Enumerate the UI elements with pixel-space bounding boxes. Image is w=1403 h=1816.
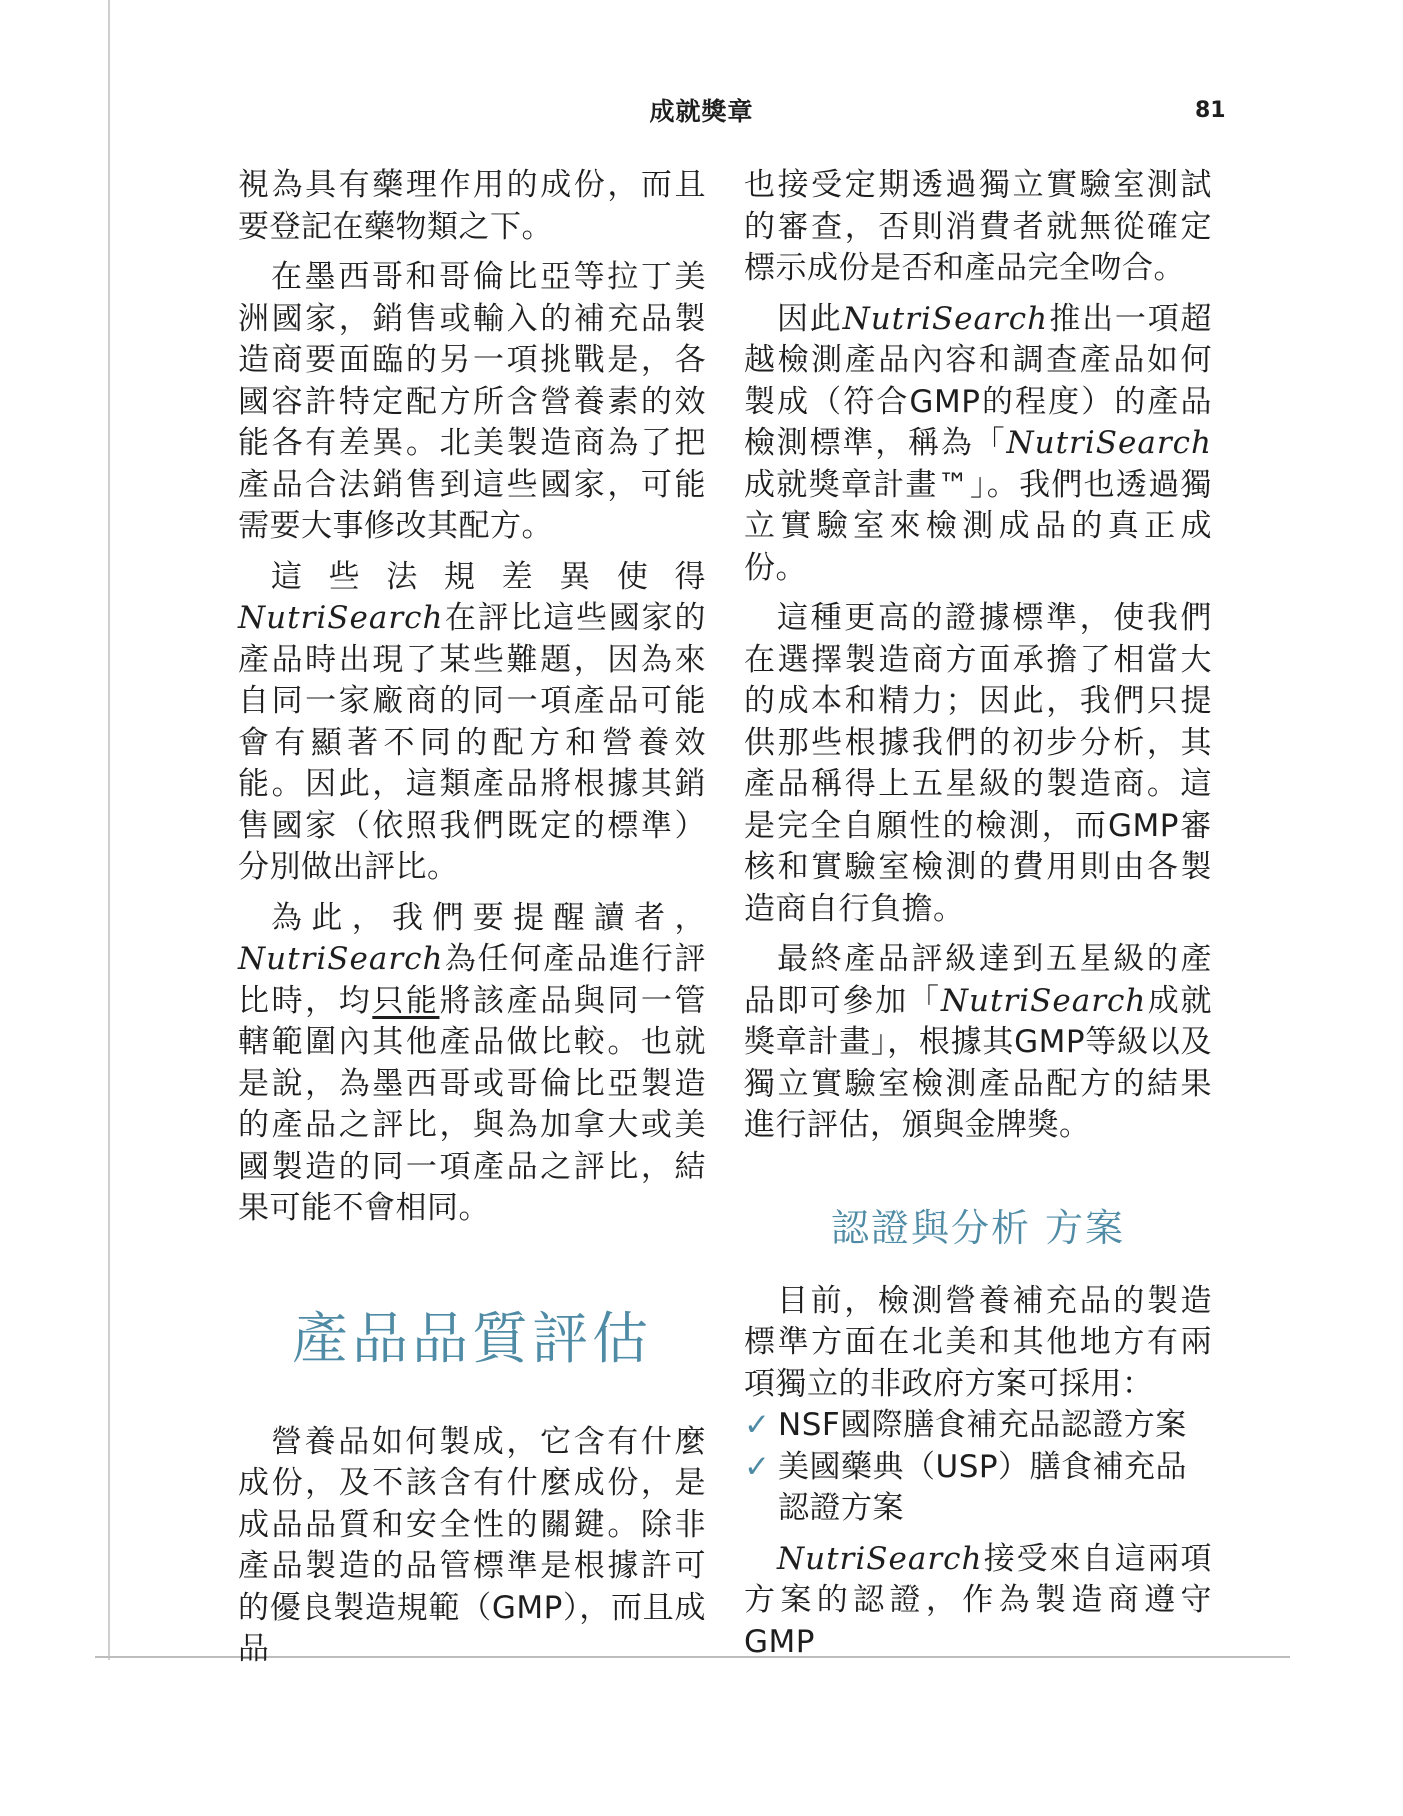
right-column (744, 165, 1212, 1663)
list-item-text: 美國藥典（USP）膳食補充品認證方案 (778, 1448, 1188, 1526)
paragraph (744, 299, 1212, 590)
brand-name: NutriSearch (842, 300, 1049, 337)
brand-name: NutriSearch (940, 982, 1147, 1019)
subsection-heading: 認證與分析 方案 (830, 1205, 1126, 1250)
paragraph (238, 557, 706, 889)
list-item (744, 1447, 1212, 1530)
paragraph (238, 898, 706, 1230)
paragraph: 這種更高的證據標準，使我們在選擇製造商方面承擔了相當大的成本和精力；因此，我們只提供那些根據我們的初步分析，其產品稱得上五星級的製造商。這是完全自願性的檢測，而GMP審核和實驗室檢測的費用則由各製造商自行負擔。 (744, 600, 1212, 927)
brand-name: NutriSearch (238, 941, 444, 977)
paragraph-text: 推出一項超越檢測產品內容和調查產品如何製成（符合GMP的程度）的產品檢測標準，稱為「 (744, 300, 1213, 461)
paragraph-text: 這些法規差異使得 (271, 558, 706, 595)
paragraph-text: 在評比這些國家的產品時出現了某些難題，因為來自同一家廠商的同一項產品可能會有顯著不同的配方和營養效能。因此，這類產品將根據其銷售國家（依照我們既定的標準）分別做出評比。 (238, 600, 706, 885)
section-heading: 產品品質評估 (292, 1306, 652, 1372)
list-item (744, 1405, 1212, 1447)
paragraph: 在墨西哥和哥倫比亞等拉丁美洲國家，銷售或輸入的補充品製造商要面臨的另一項挑戰是，各國容許特定配方所含營養素的效能各有差異。北美製造商為了把產品合法銷售到這些國家，可能需要大事修改其配方。 (238, 259, 706, 544)
brand-name: NutriSearch (777, 1540, 983, 1577)
underlined-text: 只能 (372, 982, 440, 1019)
page-edge-left (108, 0, 110, 1660)
list-item-text: NSF國際膳食補充品認證方案 (778, 1407, 1187, 1443)
running-head: 成就獎章 (649, 97, 754, 126)
paragraph (744, 1539, 1212, 1664)
left-column (238, 165, 706, 1671)
paragraph: 目前，檢測營養補充品的製造標準方面在北美和其他地方有兩項獨立的非政府方案可採用： (744, 1282, 1212, 1402)
paragraph-text: 接受來自這兩項方案的認證，作為製造商遵守GMP (744, 1540, 1212, 1660)
paragraph-text: 最終產品評級達到五星級的產品即可參加「 (744, 941, 1212, 1019)
paragraph: 視為具有藥理作用的成份，而且要登記在藥物類之下。 (238, 167, 706, 245)
paragraph-text: 為任何產品進行評比時，均 (238, 941, 706, 1019)
paragraph-text: 為此，我們要提醒讀者， (271, 899, 706, 936)
paragraph-text: 成就獎章計畫™」。我們也透過獨立實驗室來檢測成品的真正成份。 (744, 466, 1212, 586)
checkmark-icon: ✓ (744, 1407, 771, 1443)
paragraph-text: 將該產品與同一管轄範圍內其他產品做比較。也就是說，為墨西哥或哥倫比亞製造的產品之評比，與為加拿大或美國製造的同一項產品之評比，結果可能不會相同。 (238, 982, 707, 1226)
paragraph-text: 因此 (777, 300, 843, 337)
brand-name: NutriSearch (1006, 425, 1212, 461)
paragraph-text: 成就獎章計畫」，根據其GMP等級以及獨立實驗室檢測產品配方的結果進行評估，頒與金牌獎。 (744, 982, 1212, 1143)
paragraph: 也接受定期透過獨立實驗室測試的審查，否則消費者就無從確定標示成份是否和產品完全吻合。 (744, 167, 1212, 286)
certification-list (744, 1405, 1212, 1530)
paragraph: 營養品如何製成，它含有什麼成份，及不該含有什麼成份，是成品品質和安全性的關鍵。除非產品製造的品管標準是根據許可的優良製造規範（GMP），而且成品 (238, 1423, 706, 1667)
paragraph (744, 939, 1212, 1147)
checkmark-icon: ✓ (744, 1448, 771, 1485)
page-number: 81 (1195, 98, 1226, 123)
brand-name: NutriSearch (238, 600, 444, 636)
